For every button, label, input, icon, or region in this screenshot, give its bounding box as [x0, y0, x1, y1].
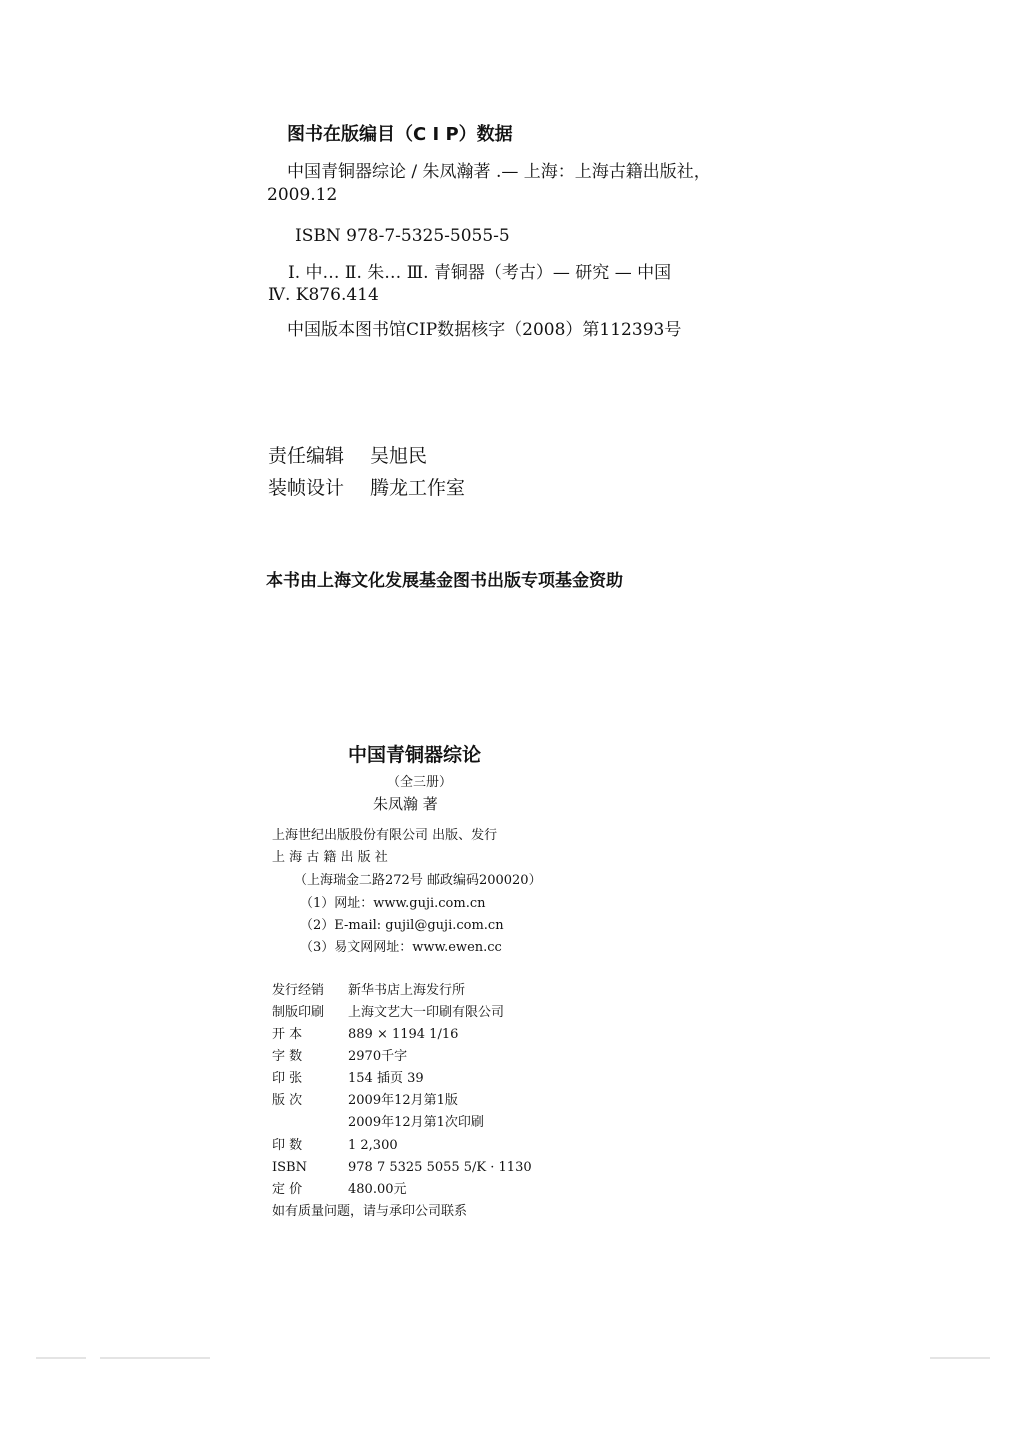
publisher-address: （上海瑞金二路272号 邮政编码200020）: [294, 873, 542, 888]
spec-row: [272, 1094, 458, 1107]
spec-label: 发行经销: [272, 983, 325, 998]
spec-row: [272, 984, 465, 997]
cip-title: 图书在版编目（C I P）数据: [287, 124, 513, 145]
spec-label: ISBN: [272, 1160, 307, 1175]
footer-note: 如有质量问题，请与承印公司联系: [272, 1204, 468, 1219]
spec-label: 印 数: [272, 1138, 303, 1153]
spec-value: 新华书店上海发行所: [348, 983, 466, 998]
spec-label: 印 张: [272, 1071, 303, 1086]
editor-credit: [268, 447, 427, 466]
cip-isbn: ISBN 978-7-5325-5055-5: [295, 226, 510, 246]
spec-row: [272, 1116, 484, 1129]
publisher-name: 上 海 古 籍 出 版 社: [272, 850, 388, 865]
spec-value: 978 7 5325 5055 5/K · 1130: [348, 1160, 532, 1175]
spec-label: 字 数: [272, 1049, 303, 1064]
spec-value: 889 × 1194 1/16: [348, 1027, 459, 1042]
spec-value: 480.00元: [348, 1182, 407, 1197]
publisher-email: （2）E-mail: gujil@guji.com.cn: [300, 918, 504, 933]
spec-value: 上海文艺大一印刷有限公司: [348, 1005, 505, 1020]
spec-value: 154 插页 39: [348, 1071, 424, 1086]
spec-value: 1 2,300: [348, 1138, 398, 1153]
cip-number: 中国版本图书馆CIP数据核字（2008）第112393号: [287, 320, 682, 340]
spec-row: [272, 1050, 407, 1063]
spec-label: 版 次: [272, 1093, 303, 1108]
spec-row: [272, 1139, 398, 1152]
scan-artifact: [36, 1357, 86, 1359]
publisher-ewen: （3）易文网网址：www.ewen.cc: [300, 940, 502, 955]
editor-name: 吴旭民: [370, 445, 428, 467]
designer-credit: [268, 479, 465, 498]
designer-label: 装帧设计: [268, 477, 345, 499]
spec-value: 2009年12月第1版: [348, 1093, 458, 1108]
spec-row: [272, 1006, 504, 1019]
spec-row: [272, 1161, 532, 1174]
spec-value: 2970千字: [348, 1049, 408, 1064]
spec-label: 制版印刷: [272, 1005, 325, 1020]
scan-artifact: [930, 1357, 990, 1359]
cip-subjects-line1: Ⅰ. 中… Ⅱ. 朱… Ⅲ. 青铜器（考古）— 研究 — 中国: [288, 263, 672, 283]
spec-label: 开 本: [272, 1027, 303, 1042]
book-title: 中国青铜器综论: [348, 744, 482, 766]
book-volumes: （全三册）: [387, 775, 453, 790]
cip-entry-line1: 中国青铜器综论 / 朱凤瀚著 .— 上海：上海古籍出版社，: [287, 162, 711, 182]
publisher-group: 上海世纪出版股份有限公司 出版、发行: [272, 828, 498, 843]
cip-entry-line2: 2009.12: [267, 185, 338, 205]
book-author: 朱凤瀚 著: [373, 795, 438, 813]
spec-label: 定 价: [272, 1182, 303, 1197]
designer-name: 腾龙工作室: [370, 477, 466, 499]
spec-row: [272, 1072, 424, 1085]
scan-artifact: [100, 1357, 210, 1359]
spec-value: 2009年12月第1次印刷: [348, 1115, 484, 1130]
spec-row: [272, 1183, 407, 1196]
editor-label: 责任编辑: [268, 445, 345, 467]
spec-row: [272, 1028, 458, 1041]
funding-note: 本书由上海文化发展基金图书出版专项基金资助: [266, 571, 623, 591]
publisher-website: （1）网址：www.guji.com.cn: [300, 896, 486, 911]
cip-subjects-line2: Ⅳ. K876.414: [268, 285, 379, 305]
